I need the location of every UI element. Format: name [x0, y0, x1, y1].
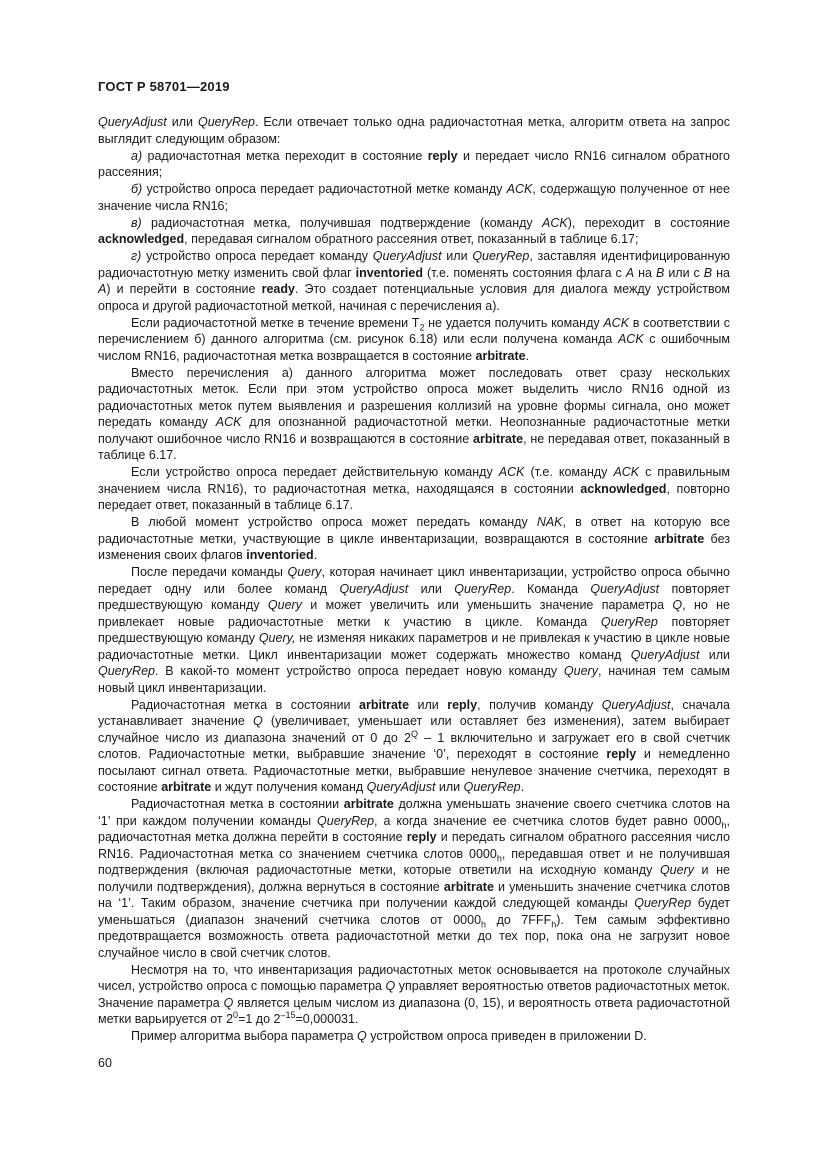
- paragraph: Радиочастотная метка в состоянии arbitrate или reply, получив команду QueryAdjust, сначала устанавливает значение Q (увеличивает, уменьшает или оставляет без изменения), затем выбирает случайное число из диапазона значений от 0 до $2^Q - 1$ включительно и загружает его в свой счетчик слотов. Радиочастотные метки, выбравшие значение ‘0’, переходят в состояние reply и немедленно посылают сигнал ответа. Радиочастотные метки, выбравшие ненулевое значение счетчика, переходят в состояние arbitrate и ждут получения команд QueryAdjust или QueryRep.: [98, 697, 730, 794]
- paragraph: Если устройство опроса передает действительную команду ACK (т.е. команду ACK с правильным значением числа RN16), то радиочастотная метка, находящаяся в состоянии acknowledged, повторно передает ответ, показанный в таблице 6.17.: [98, 465, 731, 512]
- paragraph: Пример алгоритма выбора параметра Q устройством опроса приведен в приложении D.: [131, 1029, 647, 1043]
- paragraph: в) радиочастотная метка, получившая подтверждение (команду ACK), переходит в состояние acknowledged, передавая сигналом обратного рассеяния ответ, показанный в таблице 6.17;: [98, 215, 730, 246]
- paragraph: Несмотря на то, что инвентаризация радиочастотных меток основывается на протоколе случайных чисел, устройство опроса с помощью параметра Q управляет вероятностью ответов радиочастотных меток. Значение параметра Q является целым числом из диапазона (0, 15), и вероятность ответа радиочастотной метки варьируется от $2^0=1$ до $2^{-15}=0,000031$.: [98, 962, 731, 1026]
- paragraph: Если радиочастотной метке в течение времени $T_2$ не удается получить команду ACK в соответствии с перечислением б) данного алгоритма (см. рисунок 6.18) или если получена команда ACK с ошибочным числом RN16, радиочастотная метка возвращается в состояние arbitrate.: [98, 315, 730, 363]
- paragraph: QueryAdjust или QueryRep. Если отвечает только одна радиочастотная метка, алгоритм ответа на запрос выглядит следующим образом:: [98, 115, 730, 146]
- paragraph: б) устройство опроса передает радиочастотной метке команду ACK, содержащую полученное от нее значение числа RN16;: [98, 182, 730, 213]
- paragraph: Радиочастотная метка в состоянии arbitrate должна уменьшать значение своего счетчика слотов на ‘1’ при каждом получении команды QueryRep, а когда значение ее счетчика слотов будет равно $0000_h$, радиочастотная метка должна перейти в состояние reply и передать сигналом обратного рассеяния число RN16. Радиочастотная метка со значением счетчика слотов $0000_h$, передавшая ответ и не получившая подтверждения (включая радиочастотные метки, которые ответили на исходную команду Query и не получили подтверждения), должна вернуться в состояние arbitrate и уменьшить значение счетчика слотов на ‘1’. Таким образом, значение счетчика при получении каждой следующей команды QueryRep будет уменьшаться (диапазон значений счетчика слотов от $0000_h$ до $7FFF_h$). Тем самым эффективно предотвращается возможность ответа радиочастотной метки до тех пор, пока она не загрузит новое случайное число в свой счетчик слотов.: [98, 797, 730, 960]
- page-number: 60: [98, 1056, 112, 1070]
- paragraph: В любой момент устройство опроса может передать команду NAK, в ответ на которую все радиочастотные метки, участвующие в цикле инвентаризации, возвращаются в состояние arbitrate без изменения своих флагов inventoried.: [98, 515, 730, 562]
- paragraph: После передачи команды Query, которая начинает цикл инвентаризации, устройство опроса обычно передает одну или более команд QueryAdjust или QueryRep. Команда QueryAdjust повторяет предшествующую команду Query и может увеличить или уменьшить значение параметра Q, но не привлекает новые радиочастотные метки к участию в цикле. Команда QueryRep повторяет предшествующую команду Query, не изменяя никаких параметров и не привлекая к участию в цикле новые радиочастотные метки. Цикл инвентаризации может содержать множество команд QueryAdjust или QueryRep. В какой-то момент устройство опроса передает новую команду Query, начиная тем самым новый цикл инвентаризации.: [98, 565, 730, 695]
- paragraph: г) устройство опроса передает команду QueryAdjust или QueryRep, заставляя идентифицированную радиочастотную метку изменить свой флаг inventoried (т.е. поменять состояния флага с A на B или с B на A) и перейти в состояние ready. Это создает потенциальные условия для диалога между устройством опроса и другой радиочастотной меткой, начиная с перечисления а).: [98, 249, 730, 313]
- document-header: ГОСТ Р 58701—2019: [98, 79, 230, 94]
- document-body: [98, 114, 730, 1045]
- paragraph: а) радиочастотная метка переходит в состояние reply и передает число RN16 сигналом обратного рассеяния;: [98, 148, 730, 179]
- paragraph: Вместо перечисления а) данного алгоритма может последовать ответ сразу нескольких радиочастотных меток. Если при этом устройство опроса может выделить число RN16 одной из радиочастотных меток путем выявления и разрешения коллизий на уровне формы сигнала, оно может передать команду ACK для опознанной радиочастотной метки. Неопознанные радиочастотные метки получают ошибочное число RN16 и возвращаются в состояние arbitrate, не передавая ответ, показанный в таблице 6.17.: [98, 365, 731, 462]
